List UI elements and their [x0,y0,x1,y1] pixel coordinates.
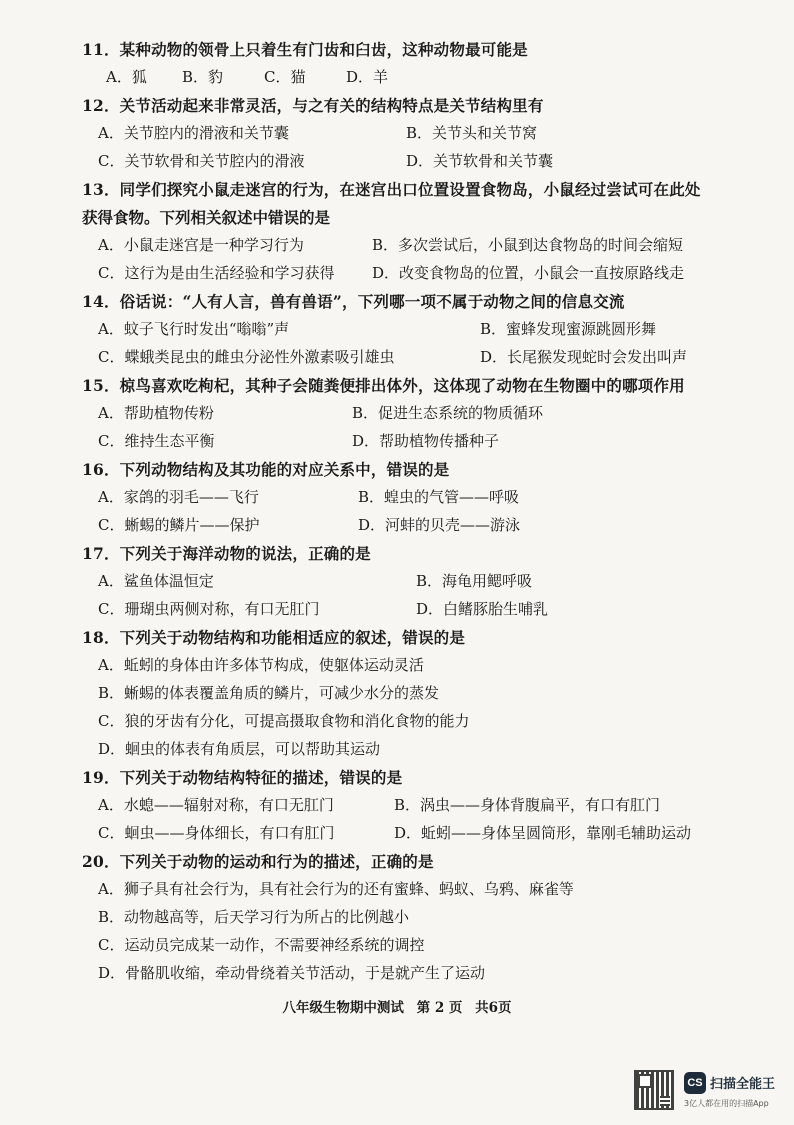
question-14-option-b: B．蜜蜂发现蜜源跳圆形舞 [480,320,657,338]
question-20-option-d: D．骨骼肌收缩，牵动骨绕着关节活动，于是就产生了运动 [98,964,486,982]
qr-code-icon [634,1070,674,1110]
question-13-option-c: C．这行为是由生活经验和学习获得 [98,264,335,282]
question-18-option-b: B．蜥蜴的体表覆盖角质的鳞片，可减少水分的蒸发 [98,684,440,702]
question-11-option-c: C．猫 [264,68,306,86]
question-15-option-d: D．帮助植物传播种子 [352,432,500,450]
question-16-option-b: B．蝗虫的气管——呼吸 [358,488,520,506]
scanner-tagline: 3亿人都在用的扫描App [684,1099,769,1108]
question-13-option-a: A．小鼠走迷宫是一种学习行为 [98,236,304,254]
question-11-option-a: A．狐 [106,68,147,86]
question-14-option-d: D．长尾猴发现蛇时会发出叫声 [480,348,688,366]
question-13-stem: 13．同学们探究小鼠走迷宫的行为，在迷宫出口位置设置食物岛，小鼠经过尝试可在此处 [82,180,701,199]
question-12-option-a: A．关节腔内的滑液和关节囊 [98,124,289,142]
question-18-option-c: C．狼的牙齿有分化，可提高摄取食物和消化食物的能力 [98,712,470,730]
question-12-stem: 12．关节活动起来非常灵活，与之有关的结构特点是关节结构里有 [82,96,544,115]
camscanner-logo: CS [684,1072,706,1094]
question-19-stem: 19．下列关于动物结构特征的描述，错误的是 [82,768,403,787]
page-footer [0,996,794,1016]
question-17-option-b: B．海龟用鳃呼吸 [416,572,533,590]
question-14-option-c: C．蝶蛾类昆虫的雌虫分泌性外激素吸引雄虫 [98,348,395,366]
question-16-stem: 16．下列动物结构及其功能的对应关系中，错误的是 [82,460,450,479]
question-14-stem: 14．俗话说：“人有人言，兽有兽语”，下列哪一项不属于动物之间的信息交流 [82,292,625,311]
question-15-option-a: A．帮助植物传粉 [98,404,214,422]
question-12-option-c: C．关节软骨和关节腔内的滑液 [98,152,305,170]
footer-total-pages: 共6页 [475,1000,512,1016]
footer-exam-title: 八年级生物期中测试 [282,1000,404,1016]
question-16-option-a: A．家鸽的羽毛——飞行 [98,488,259,506]
question-13-option-d: D．改变食物岛的位置，小鼠会一直按原路线走 [372,264,685,282]
question-11-stem: 11．某种动物的领骨上只着生有门齿和臼齿，这种动物最可能是 [82,40,528,59]
question-17-option-a: A．鲨鱼体温恒定 [98,572,214,590]
question-19-option-b: B．涡虫——身体背腹扁平，有口有肛门 [394,796,661,814]
question-19-option-a: A．水螅——辐射对称，有口无肛门 [98,796,334,814]
question-12-option-d: D．关节软骨和关节囊 [406,152,554,170]
question-16-option-c: C．蜥蜴的鳞片——保护 [98,516,260,534]
question-19-option-c: C．蛔虫——身体细长，有口有肛门 [98,824,335,842]
question-18-stem: 18．下列关于动物结构和功能相适应的叙述，错误的是 [82,628,466,647]
question-17-stem: 17．下列关于海洋动物的说法，正确的是 [82,544,371,563]
question-13-stem-line2: 获得食物。下列相关叙述中错误的是 [82,208,331,227]
scanner-app-name: 扫描全能王 [710,1077,776,1092]
scanner-watermark [634,1070,784,1112]
question-14-option-a: A．蚊子飞行时发出“嗡嗡”声 [98,320,290,338]
question-11-option-d: D．羊 [346,68,389,86]
question-15-option-b: B．促进生态系统的物质循环 [352,404,544,422]
question-20-option-c: C．运动员完成某一动作，不需要神经系统的调控 [98,936,425,954]
question-20-option-a: A．狮子具有社会行为，具有社会行为的还有蜜蜂、蚂蚁、乌鸦、麻雀等 [98,880,574,898]
question-18-option-d: D．蛔虫的体表有角质层，可以帮助其运动 [98,740,381,758]
footer-page-number: 第 2 页 [416,1000,463,1016]
question-20-stem: 20．下列关于动物的运动和行为的描述，正确的是 [82,852,434,871]
question-19-option-d: D．蚯蚓——身体呈圆筒形，靠刚毛辅助运动 [394,824,692,842]
question-17-option-d: D．白鳍豚胎生哺乳 [416,600,549,618]
question-12-option-b: B．关节头和关节窝 [406,124,538,142]
question-20-option-b: B．动物越高等，后天学习行为所占的比例越小 [98,908,410,926]
question-15-option-c: C．维持生态平衡 [98,432,215,450]
question-17-option-c: C．珊瑚虫两侧对称，有口无肛门 [98,600,320,618]
question-13-option-b: B．多次尝试后，小鼠到达食物岛的时间会缩短 [372,236,684,254]
question-11-option-b: B．豹 [182,68,224,86]
question-15-stem: 15．椋鸟喜欢吃枸杞，其种子会随粪便排出体外，这体现了动物在生物圈中的哪项作用 [82,376,685,395]
question-18-option-a: A．蚯蚓的身体由许多体节构成，使躯体运动灵活 [98,656,424,674]
question-16-option-d: D．河蚌的贝壳——游泳 [358,516,521,534]
